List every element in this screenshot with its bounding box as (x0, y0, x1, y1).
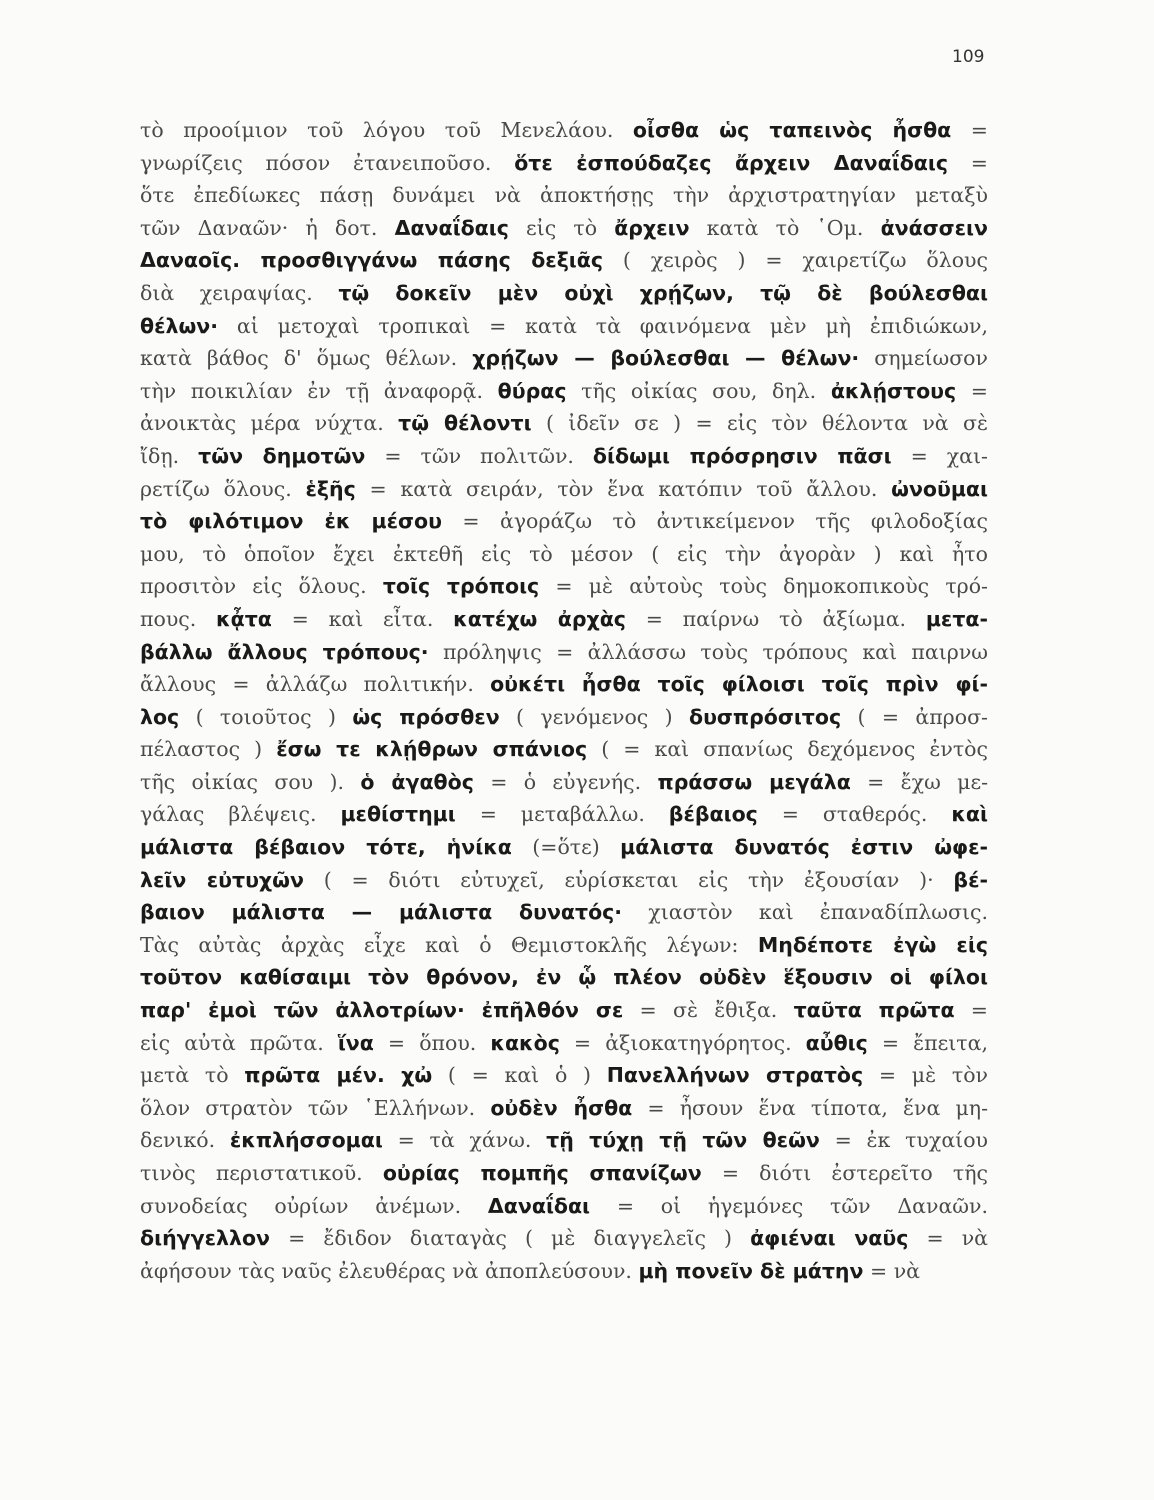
lemma-term: ἀνάσσειν (880, 215, 988, 240)
lemma-term: ταῦτα πρῶτα (793, 998, 955, 1023)
text-line (140, 147, 988, 180)
lemma-term: τοῖς τρόποις (382, 574, 540, 599)
text-line (140, 244, 988, 277)
lemma-term: βάλλω ἄλλους τρόπους· (140, 639, 429, 664)
gloss-text: = (954, 998, 988, 1023)
lemma-term: τὸ φιλότιμον ἐκ μέσου (140, 509, 442, 534)
gloss-text: = ἀξιοκατηγόρητος. (559, 1030, 806, 1055)
lemma-term: αὖθις (805, 1030, 868, 1055)
gloss-text: ἀνοικτὰς μέρα νύχτα. (140, 411, 399, 436)
gloss-text: = μὲ αὐτοὺς τοὺς δημοκοπικοὺς τρό- (539, 574, 988, 599)
gloss-text: κατὰ βάθος δ' ὅμως θέλων. (140, 346, 473, 371)
lemma-term: ἐκπλήσσομαι (229, 1128, 383, 1153)
text-line (140, 1092, 988, 1125)
text-line (140, 896, 988, 929)
gloss-text: = (951, 118, 988, 142)
text-line (140, 1157, 988, 1190)
lemma-term: δίδωμι πρόσρησιν πᾶσι (592, 443, 892, 468)
commentary-text (140, 114, 988, 1287)
lemma-term: οὐκέτι ἦσθα τοῖς φίλοισι τοῖς πρὶν φί- (490, 672, 988, 697)
gloss-text: = σταθερός. (757, 802, 952, 827)
text-line (140, 179, 988, 212)
lemma-term: οὐδὲν ἦσθα (490, 1095, 633, 1120)
text-line (140, 668, 988, 701)
gloss-text: = ὁ εὐγενής. (473, 769, 658, 794)
lemma-term: θύρας (497, 378, 567, 403)
gloss-text: χιαστὸν καὶ ἐπαναδίπλωσις. (622, 900, 988, 925)
text-line (140, 1190, 988, 1223)
gloss-text: ἄλλους = ἀλλάζω πολιτικήν. (140, 672, 491, 697)
lemma-term: λος (140, 704, 180, 729)
gloss-text: τινὸς περιστατικοῦ. (140, 1161, 383, 1185)
gloss-text: πρόληψις = ἀλλάσσω τοὺς τρόπους καὶ παιρνω (428, 639, 988, 664)
lemma-term: ἀφιέναι ναῦς (750, 1226, 909, 1251)
lemma-term: βέ- (953, 867, 988, 892)
lemma-term: κατέχω ἀρχὰς (453, 606, 626, 631)
gloss-text: εἰς τὸ (508, 215, 615, 240)
text-line (140, 1027, 988, 1060)
gloss-text: = ἔπειτα, (867, 1030, 988, 1055)
lemma-term: ὅτε ἐσπούδαζες ἄρχειν Δαναΐδαις (514, 150, 949, 175)
gloss-text: δενικό. (140, 1128, 230, 1153)
gloss-text: ἀφήσουν τὰς ναῦς ἐλευθέρας νὰ ἀποπλεύσουν. (140, 1258, 639, 1283)
lemma-term: Μηδέποτε ἐγὼ εἰς (757, 932, 988, 957)
text-line (140, 864, 988, 897)
text-line (140, 798, 988, 831)
gloss-text: = ἔχω με- (850, 769, 988, 794)
lemma-term: μάλιστα δυνατός ἐστιν ὠφε- (620, 835, 988, 860)
text-line (140, 538, 988, 571)
lemma-term: δυσπρόσιτος (688, 704, 842, 729)
gloss-text: = ἔδιδον διαταγὰς ( μὲ διαγγελεῖς ) (270, 1226, 751, 1251)
lemma-term: μάλιστα βέβαιον τότε, ἡνίκα (140, 835, 512, 860)
gloss-text: τῆς οἰκίας σου ). (140, 769, 361, 794)
lemma-term: ὠνοῦμαι (891, 476, 988, 501)
lemma-term: πρῶτα μέν. χὠ (244, 1063, 433, 1088)
gloss-text: ( = διότι εὐτυχεῖ, εὑρίσκεται εἰς τὴν ἐξουσίαν )· (303, 867, 954, 892)
gloss-text: = (948, 150, 988, 175)
lemma-term: λεῖν εὐτυχῶν (140, 867, 304, 892)
text-line (140, 473, 988, 506)
lemma-term: βαιον μάλιστα — μάλιστα δυνατός· (140, 900, 623, 925)
gloss-text: γάλας βλέψεις. (140, 802, 341, 827)
text-line (140, 440, 988, 473)
gloss-text: ( γενόμενος ) (499, 704, 689, 729)
lemma-term: Δαναοῖς. προσθιγγάνω πάσης δεξιᾶς (140, 248, 604, 273)
gloss-text: = νὰ (908, 1226, 988, 1251)
gloss-text: εἰς αὐτὰ πρῶτα. (140, 1030, 338, 1055)
lemma-term: οὐρίας πομπῆς σπανίζων (382, 1161, 702, 1185)
gloss-text: τὸ προοίμιον τοῦ λόγου τοῦ Μενελάου. (140, 118, 633, 142)
text-line (140, 310, 988, 343)
gloss-text: = τῶν πολιτῶν. (365, 443, 593, 468)
gloss-text: = διότι ἐστερεῖτο τῆς (701, 1161, 988, 1185)
lemma-term: Δαναΐδαι (487, 1193, 591, 1218)
text-line (140, 114, 988, 147)
gloss-text: = καὶ εἶτα. (271, 606, 454, 631)
text-line (140, 929, 988, 962)
text-line (140, 1222, 988, 1255)
gloss-text: ( χειρὸς ) = χαιρετίζω ὅλους (603, 248, 988, 273)
lemma-term: τῇ τύχῃ τῇ τῶν θεῶν (546, 1128, 820, 1153)
text-line (140, 277, 988, 310)
lemma-term: ἵνα (337, 1030, 374, 1055)
gloss-text: = μὲ τὸν (863, 1063, 988, 1088)
lemma-term: τῶν δημοτῶν (198, 443, 366, 468)
lemma-term: ἀκλῄστους (830, 378, 957, 403)
gloss-text: τῆς οἰκίας σου, δηλ. (566, 378, 831, 403)
gloss-text: σημείωσον (859, 346, 988, 371)
gloss-text: = παίρνω τὸ ἀξίωμα. (625, 606, 926, 631)
gloss-text: πέλαστος ) (140, 737, 277, 762)
gloss-text: διὰ χειραψίας. (140, 280, 339, 305)
text-line (140, 603, 988, 636)
lemma-term: οἶσθα ὡς ταπεινὸς ἦσθα (632, 118, 952, 142)
gloss-text: = νὰ (863, 1258, 921, 1283)
text-line (140, 1124, 988, 1157)
lemma-term: τῷ θέλοντι (398, 411, 532, 436)
lemma-term: θέλων· (140, 313, 219, 338)
lemma-term: ὡς πρόσθεν (352, 704, 500, 729)
text-line (140, 342, 988, 375)
gloss-text: = ἦσουν ἕνα τίποτα, ἕνα μη- (632, 1095, 988, 1120)
gloss-text: προσιτὸν εἰς ὅλους. (140, 574, 383, 599)
lemma-term: Πανελλήνων στρατὸς (606, 1063, 864, 1088)
gloss-text: ὅτε ἐπεδίωκες πάσῃ δυνάμει νὰ ἀποκτήσῃς τὴν ἀρχιστρατηγίαν μεταξὺ (140, 183, 988, 208)
gloss-text: μετὰ τὸ (140, 1063, 245, 1088)
gloss-text: τῶν Δαναῶν· ἡ δοτ. (140, 215, 395, 240)
gloss-text: ( = καὶ σπανίως δεχόμενος ἐντὸς (587, 737, 988, 762)
gloss-text: ρετίζω ὅλους. (140, 476, 306, 501)
lemma-term: μὴ πονεῖν δὲ μάτην (638, 1258, 864, 1283)
gloss-text: = τὰ χάνω. (382, 1128, 547, 1153)
lemma-term: χρῄζων — βούλεσθαι — θέλων· (472, 346, 860, 371)
gloss-text: γνωρίζεις πόσον ἐτανειποῦσο. (140, 150, 515, 175)
gloss-text: = (956, 378, 988, 403)
text-line (140, 570, 988, 603)
lemma-term: μετα- (925, 606, 988, 631)
lemma-term: πράσσω μεγάλα (657, 769, 851, 794)
gloss-text: ( = ἀπροσ- (841, 704, 988, 729)
text-line (140, 733, 988, 766)
gloss-text: = ὅπου. (373, 1030, 491, 1055)
gloss-text: μου, τὸ ὁποῖον ἔχει ἐκτεθῆ εἰς τὸ μέσον ( εἰς τὴν ἀγορὰν ) καὶ ἦτο (140, 541, 988, 566)
gloss-text: = ἀγοράζω τὸ ἀντικείμενον τῆς φιλοδοξίας (441, 509, 988, 534)
gloss-text: Τὰς αὐτὰς ἀρχὰς εἶχε καὶ ὁ Θεμιστοκλῆς λέγων: (140, 932, 758, 957)
gloss-text: κατὰ τὸ ῾Ομ. (689, 215, 881, 240)
lemma-term: ἄρχειν (614, 215, 690, 240)
text-line (140, 994, 988, 1027)
gloss-text: ὅλον στρατὸν τῶν ῾Ελλήνων. (140, 1095, 491, 1120)
text-line (140, 1255, 988, 1288)
lemma-term: κακὸς (490, 1030, 560, 1055)
gloss-text: συνοδείας οὐρίων ἀνέμων. (140, 1193, 488, 1218)
text-line (140, 701, 988, 734)
gloss-text: ( τοιοῦτος ) (179, 704, 353, 729)
lemma-term: μεθίστημι (340, 802, 456, 827)
text-line (140, 505, 988, 538)
gloss-text: = μεταβάλλω. (455, 802, 669, 827)
text-line (140, 636, 988, 669)
lemma-term: τῷ δοκεῖν μὲν οὐχὶ χρῄζων, τῷ δὲ βούλεσθαι (338, 280, 988, 305)
text-line (140, 212, 988, 245)
lemma-term: διήγγελλον (140, 1226, 270, 1251)
gloss-text: (=ὅτε) (511, 835, 621, 860)
page-number: 109 (952, 47, 985, 67)
text-line (140, 766, 988, 799)
gloss-text: ( ἰδεῖν σε ) = εἰς τὸν θέλοντα νὰ σὲ (531, 411, 988, 436)
gloss-text: πους. (140, 606, 217, 631)
gloss-text: = ἐκ τυχαίου (819, 1128, 988, 1153)
text-line (140, 375, 988, 408)
lemma-term: ὁ ἀγαθὸς (360, 769, 474, 794)
text-line (140, 961, 988, 994)
lemma-term: ἑξῆς (305, 476, 356, 501)
text-line (140, 1059, 988, 1092)
gloss-text: ἴδῃ. (140, 443, 199, 468)
gloss-text: = χαι- (891, 443, 988, 468)
gloss-text: = σὲ ἔθιξα. (623, 998, 794, 1023)
lemma-term: καὶ (951, 802, 988, 827)
gloss-text: = κατὰ σειράν, τὸν ἕνα κατόπιν τοῦ ἄλλου. (355, 476, 892, 501)
lemma-term: τοῦτον καθίσαιμι τὸν θρόνον, ἐν ᾧ πλέον οὐδὲν ἕξουσιν οἱ φίλοι (140, 965, 988, 990)
gloss-text: τὴν ποικιλίαν ἐν τῇ ἀναφορᾷ. (140, 378, 498, 403)
lemma-term: ἔσω τε κλῄθρων σπάνιος (276, 737, 588, 762)
text-line (140, 407, 988, 440)
text-line (140, 831, 988, 864)
lemma-term: Δαναΐδαις (394, 215, 509, 240)
lemma-term: βέβαιος (668, 802, 758, 827)
gloss-text: = οἱ ἡγεμόνες τῶν Δαναῶν. (590, 1193, 988, 1218)
lemma-term: κᾆτα (216, 606, 272, 631)
lemma-term: παρ' ἐμοὶ τῶν ἀλλοτρίων· ἐπῆλθόν σε (140, 998, 624, 1023)
gloss-text: ( = καὶ ὁ ) (432, 1063, 607, 1088)
gloss-text: αἱ μετοχαὶ τροπικαὶ = κατὰ τὰ φαινόμενα μὲν μὴ ἐπιδιώκων, (218, 313, 988, 338)
